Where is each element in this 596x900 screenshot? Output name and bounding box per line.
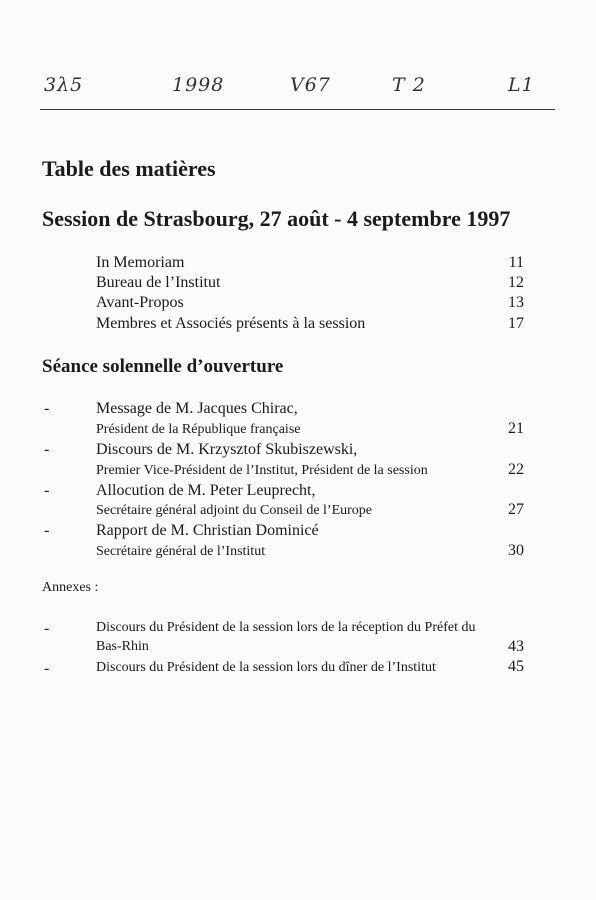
toc-entry-subtitle: Président de la République française (96, 422, 301, 437)
toc-entry-title: Message de M. Jacques Chirac, (96, 400, 298, 417)
handwritten-note-4: T 2 (392, 74, 426, 96)
toc-entry-page: 30 (508, 542, 524, 559)
toc-entry-label: Bureau de l’Institut (96, 274, 221, 291)
toc-entry-page: 22 (508, 461, 524, 478)
handwritten-note-1: 3λ5 (44, 74, 84, 96)
toc-entry-page: 11 (508, 254, 524, 271)
toc-entry-page: 21 (508, 420, 524, 437)
list-dash: - (44, 400, 50, 417)
toc-entry-title: Discours du Président de la session lors de la réception du Préfet du (96, 620, 476, 635)
toc-entry-label: Membres et Associés présents à la session (96, 315, 366, 332)
toc-entry-page: 43 (508, 638, 524, 655)
list-dash: - (44, 660, 50, 677)
toc-entry-page: 27 (508, 501, 524, 518)
toc-entry-title-continued: Bas-Rhin (96, 639, 149, 654)
section-heading: Séance solennelle d’ouverture (42, 356, 284, 377)
page-title: Table des matières (42, 156, 216, 181)
handwritten-note-5: L1 (508, 74, 535, 96)
toc-entry-label: Avant-Propos (96, 294, 184, 311)
toc-entry-subtitle: Secrétaire général de l’Institut (96, 544, 266, 559)
toc-entry-page: 45 (508, 658, 524, 675)
session-title: Session de Strasbourg, 27 août - 4 septembre 1997 (42, 206, 511, 231)
toc-entry-label: In Memoriam (96, 254, 185, 271)
header-rule (40, 109, 555, 110)
list-dash: - (44, 441, 50, 458)
toc-entry-page: 17 (508, 315, 524, 332)
toc-entry-subtitle: Premier Vice-Président de l’Institut, Président de la session (96, 463, 428, 478)
toc-entry-page: 12 (508, 274, 524, 291)
handwritten-note-3: V67 (290, 74, 331, 96)
annexes-label: Annexes : (42, 580, 99, 595)
toc-entry-page: 13 (508, 294, 524, 311)
toc-entry-title: Rapport de M. Christian Dominicé (96, 522, 319, 539)
list-dash: - (44, 620, 50, 637)
list-dash: - (44, 482, 50, 499)
handwritten-note-2: 1998 (172, 74, 225, 96)
toc-entry-title: Discours du Président de la session lors du dîner de l’Institut (96, 660, 436, 675)
toc-entry-title: Allocution de M. Peter Leuprecht, (96, 482, 316, 499)
list-dash: - (44, 522, 50, 539)
toc-entry-subtitle: Secrétaire général adjoint du Conseil de l’Europe (96, 503, 373, 518)
toc-entry-title: Discours de M. Krzysztof Skubiszewski, (96, 441, 358, 458)
